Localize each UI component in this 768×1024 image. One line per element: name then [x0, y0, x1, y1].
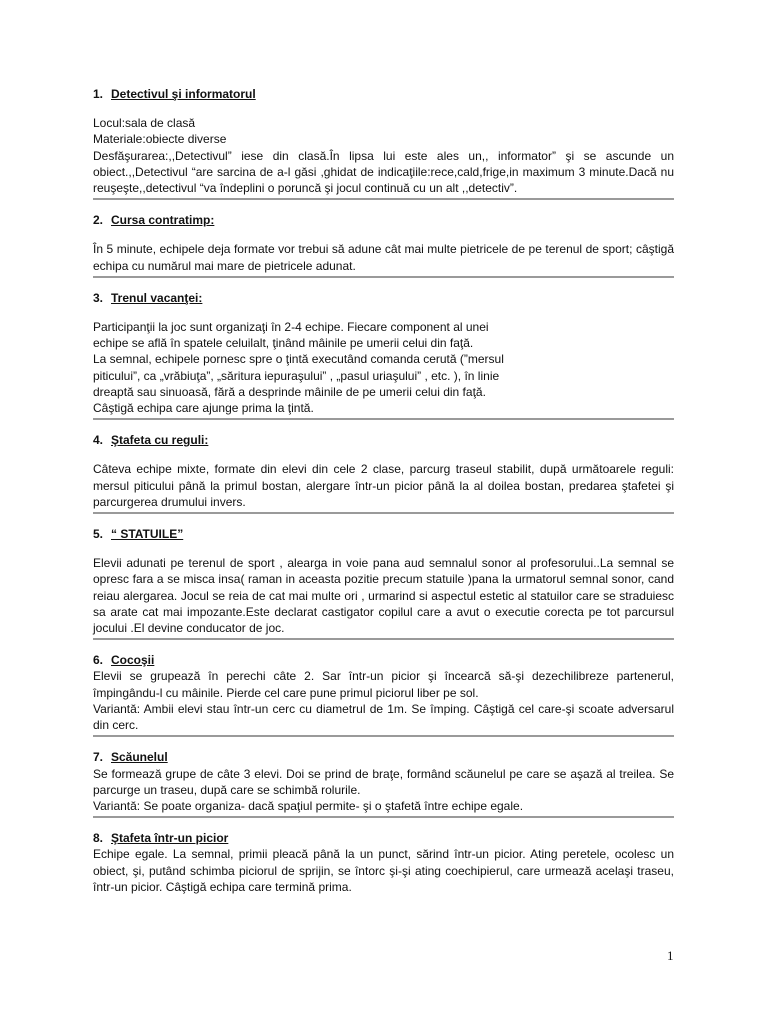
section-title — [93, 652, 674, 668]
section-stafeta-cu-reguli — [93, 432, 674, 514]
paragraph: Echipe egale. La semnal, primii pleacă până la un punct, sărind într-un picior. Ating peretele, ocolesc un obiect, şi, putând schimba piciorul de sprijin, se întorc şi-şi ating coechipierul, care urmează acelaşi traseu, într-un picior. Câştigă echipa care termină prima. — [93, 847, 674, 894]
page-number: 1 — [667, 948, 674, 963]
section-heading: Ştafeta cu reguli: — [111, 433, 209, 448]
paragraph: Se formează grupe de câte 3 elevi. Doi se prind de braţe, formând scăunelul pe care se aşază al treilea. Se parcurge un traseu, după care se schimbă rolurile. — [93, 766, 674, 797]
section-heading: Ştafeta într-un picior — [111, 831, 229, 846]
paragraph: În 5 minute, echipele deja formate vor trebui să adune cât mai multe pietricele de pe terenul de sport; câştigă echipa cu numărul mai mare de pietricele adunat. — [93, 242, 674, 273]
text-line: Locul:sala de clasă — [93, 116, 196, 131]
section-heading: Cursa contratimp: — [111, 213, 215, 228]
section-title — [93, 526, 674, 542]
section-cursa-contratimp — [93, 212, 674, 278]
paragraph-variant: Variantă: Se poate organiza- dacă spaţiul permite- şi o ştafetă între echipe egale. — [93, 798, 524, 813]
paragraph: Câteva echipe mixte, formate din elevi din cele 2 clase, parcurg traseul stabilit, după următoarele reguli: mersul piticului până la primul bostan, alergare într-un picior până la al doilea bostan, predarea ştafetei şi parcurgerea drumului invers. — [93, 462, 674, 509]
text-line: echipe se află în spatele celuilalt, ţinând mâinile pe umerii celui din faţă. — [93, 336, 474, 351]
section-number: 7. — [93, 750, 104, 765]
section-heading: Trenul vacanţei: — [111, 290, 203, 305]
section-number: 6. — [93, 653, 104, 668]
section-number: 3. — [93, 290, 104, 305]
section-heading: Cocoşii — [111, 653, 155, 668]
paragraph: Desfăşurarea:,,Detectivul” iese din clasă.În lipsa lui este ales un,, informator” şi se ascunde un obiect.,,Detectivul “are sarcina de a-l găsi ,ghidat de indicaţiile:rece,cald,frige,in maximum 3 minute.Dacă nu reuşeşte,,detectivul “va îndeplini o poruncă şi jocul continuă cu un alt ,,detectiv”. — [93, 148, 674, 196]
text-line: La semnal, echipele pornesc spre o ţintă executând comanda cerută (”mersul — [93, 352, 504, 367]
section-title — [93, 290, 674, 306]
document-content — [93, 86, 674, 909]
text-line: Materiale:obiecte diverse — [93, 132, 227, 147]
section-trenul-vacantei — [93, 290, 674, 420]
section-title — [93, 432, 674, 448]
section-heading: “ STATUILE” — [111, 527, 184, 542]
section-title — [93, 212, 674, 228]
section-number: 5. — [93, 527, 104, 542]
section-title — [93, 830, 674, 846]
section-detectivul — [93, 86, 674, 200]
section-scaunelul — [93, 749, 674, 818]
text-line: Câştigă echipa care ajunge prima la ţintă. — [93, 401, 314, 416]
section-heading: Detectivul şi informatorul — [111, 87, 256, 101]
paragraph-variant: Variantă: Ambii elevi stau într-un cerc cu diametrul de 1m. Se împing. Câştigă cel care-şi scoate adversarul din cerc. — [93, 701, 674, 733]
section-number: 4. — [93, 433, 104, 448]
section-number: 8. — [93, 831, 104, 846]
text-line: dreaptă sau sinuoasă, fără a desprinde mâinile de pe umerii celui din faţă. — [93, 384, 486, 399]
section-statuile — [93, 526, 674, 640]
section-number: 2. — [93, 213, 104, 228]
text-line: Participanţii la joc sunt organizaţi în 2-4 echipe. Fiecare component al unei — [93, 320, 489, 335]
section-number: 1. — [93, 87, 104, 101]
section-cocosii — [93, 652, 674, 737]
paragraph: Elevii se grupează în perechi câte 2. Sar într-un picior şi încearcă să-şi dezechilibreze partenerul, împingându-l cu mâinile. Pierde cel care pune primul piciorul liber pe sol. — [93, 669, 674, 700]
section-title — [93, 86, 674, 102]
section-heading: Scăunelul — [111, 750, 168, 765]
paragraph: Elevii adunati pe terenul de sport , alearga in voie pana aud semnalul sonor al profesorului..La semnal se opresc fara a se misca insa( raman in aceasta pozitie precum statuile )pana la urmatorul semnal sonor, cand reiau alergarea. Jocul se reia de cat mai multe ori , urmarind si aspectul estetic al statuilor care se straduiesc sa arate cat mai impozante.Este declarat castigator copilul care a avut o executie corecta pe tot parcursul jocului .El devine conducator de joc. — [93, 556, 674, 636]
section-stafeta-intr-un-picior — [93, 830, 674, 897]
section-title — [93, 749, 674, 765]
text-line: piticului”, ca „vrăbiuţa”, „săritura iepuraşului” , „pasul uriaşului” , etc. ), în linie — [93, 368, 500, 383]
